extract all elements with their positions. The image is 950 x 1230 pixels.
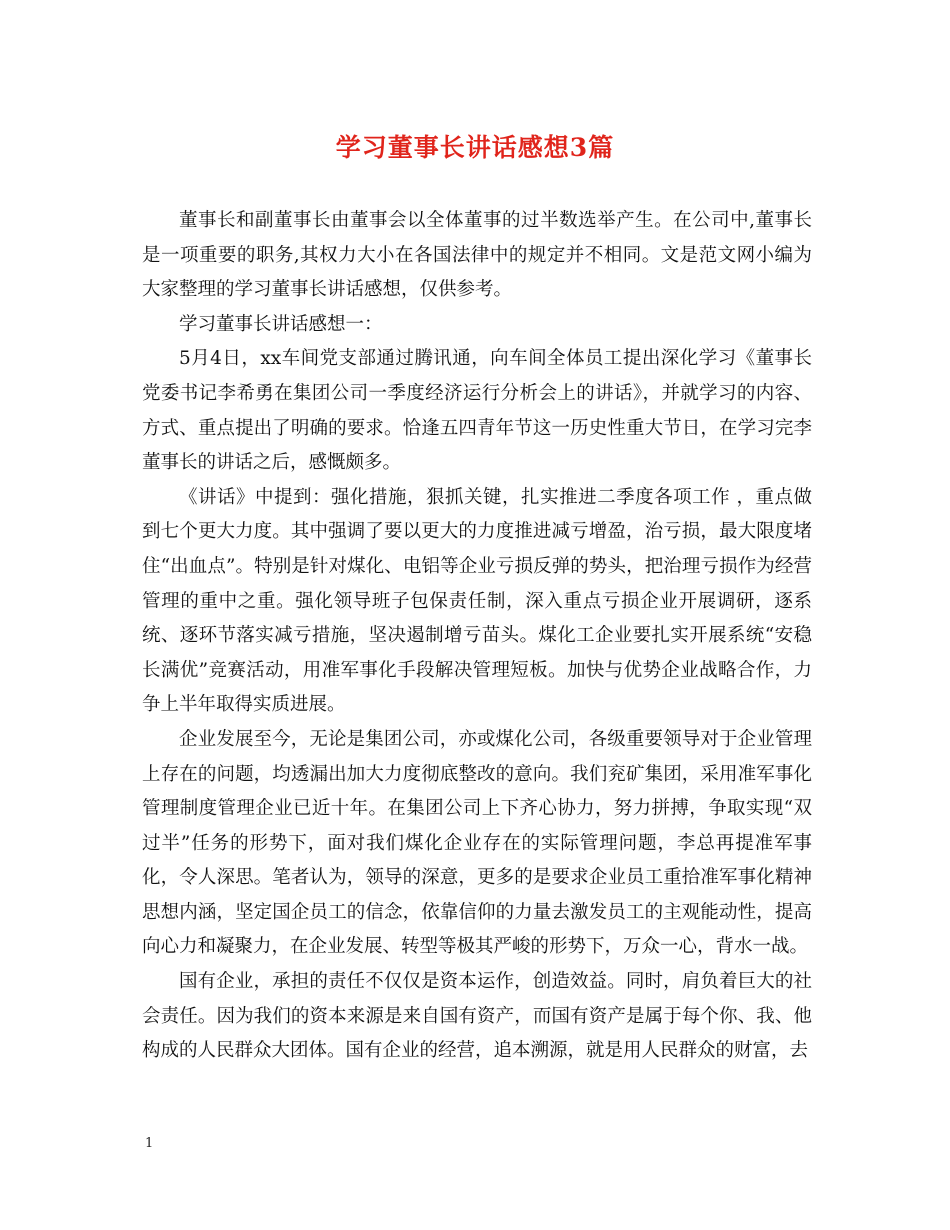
paragraph: 5月4日，xx车间党支部通过腾讯通，向车间全体员工提出深化学习《董事长党委书记李希勇在集团公司一季度经济运行分析会上的讲话》，并就学习的内容、方式、重点提出了明确的要求。恰逢五四青年节这一历史性重大节日，在学习完李董事长的讲话之后，感慨颇多。 xyxy=(142,348,812,474)
document-title: 学习董事长讲话感想3篇 xyxy=(335,133,615,162)
section-heading: 学习董事长讲话感想一： xyxy=(179,313,383,335)
paragraph-intro: 董事长和副董事长由董事会以全体董事的过半数选举产生。在公司中,董事长是一项重要的职务,其权力大小在各国法律中的规定并不相同。文是范文网小编为大家整理的学习董事长讲话感想，仅供参考。 xyxy=(142,210,812,301)
paragraph: 企业发展至今，无论是集团公司，亦或煤化公司，各级重要领导对于企业管理上存在的问题，均透漏出加大力度彻底整改的意向。我们兖矿集团，采用准军事化管理制度管理企业已近十年。在集团公司上下齐心协力，努力拼搏，争取实现“双过半”任务的形势下，面对我们煤化企业存在的实际管理问题，李总再提准军事化，令人深思。笔者认为，领导的深意，更多的是要求企业员工重拾准军事化精神思想内涵，坚定国企员工的信念，依靠信仰的力量去激发员工的主观能动性，提高向心力和凝聚力，在企业发展、转型等极其严峻的形势下，万众一心，背水一战。 xyxy=(142,728,812,958)
paragraph: 国有企业，承担的责任不仅仅是资本运作，创造效益。同时，肩负着巨大的社会责任。因为我们的资本来源是来自国有资产，而国有资产是属于每个你、我、他构成的人民群众大团体。国有企业的经营，追本溯源，就是用人民群众的财富，去 xyxy=(142,971,812,1062)
page-number: 1 xyxy=(145,1136,154,1151)
document-body xyxy=(142,204,812,1069)
paragraph: 《讲话》中提到：强化措施，狠抓关键，扎实推进二季度各项工作 ，重点做到七个更大力度。其中强调了要以更大的力度推进减亏增盈，治亏损，最大限度堵住“出血点”。特别是针对煤化、电铝等企业亏损反弹的势头，把治理亏损作为经营管理的重中之重。强化领导班子包保责任制，深入重点亏损企业开展调研，逐系统、逐环节落实减亏措施，坚决遏制增亏苗头。煤化工企业要扎实开展系统“安稳长满优”竞赛活动，用准军事化手段解决管理短板。加快与优势企业战略合作，力争上半年取得实质进展。 xyxy=(142,486,812,716)
